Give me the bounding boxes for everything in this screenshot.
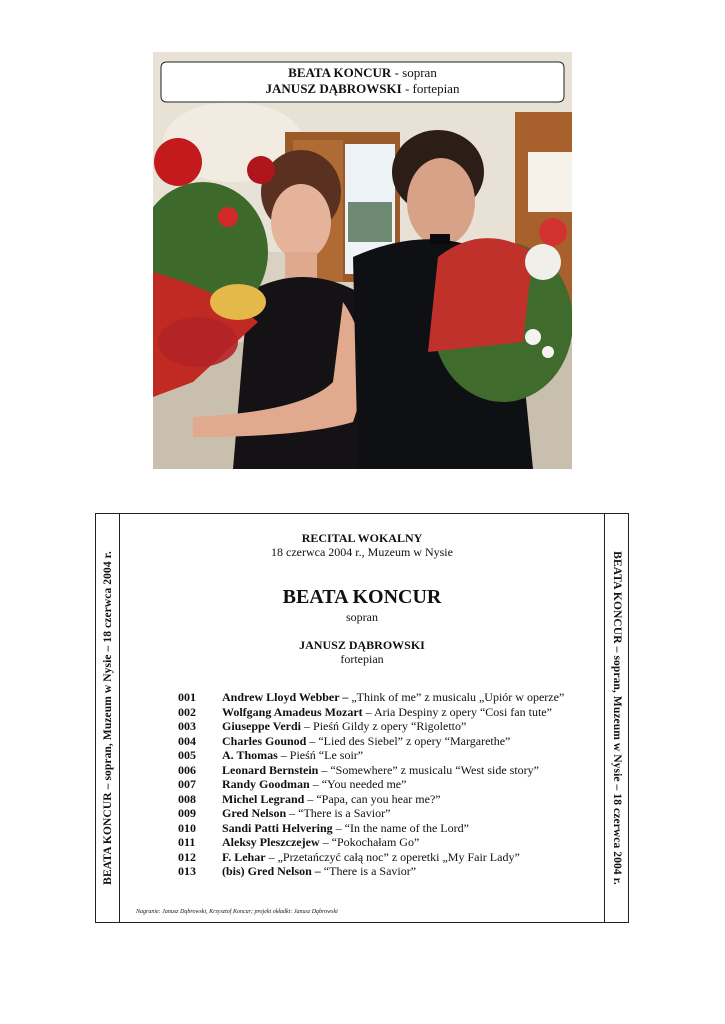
recital-date-place: 18 czerwca 2004 r., Muzeum w Nysie — [271, 545, 453, 559]
track-title: „Think of me” z musicalu „Upiór w operze” — [348, 690, 565, 704]
track-title: – “Pokochałam Go” — [319, 835, 420, 849]
track-composer: Randy Goodman — [222, 777, 310, 791]
track-number: 004 — [178, 733, 196, 748]
track-title: – Pieśń Gildy z opery “Rigoletto” — [301, 719, 467, 733]
track-number: 011 — [178, 835, 196, 849]
cover-photo — [153, 52, 572, 469]
artist-name: BEATA KONCUR — [282, 586, 442, 608]
track-title: – „Przetańczyć całą noc” z operetki „My Fair Lady” — [265, 849, 520, 864]
track-row — [178, 850, 598, 865]
pianist-role: - fortepian — [404, 81, 460, 96]
cover-photo-illustration — [153, 52, 572, 469]
cover-caption-line-1 — [163, 65, 562, 81]
track-composer: F. Lehar — [222, 849, 266, 864]
track-description — [222, 777, 406, 792]
track-number: 005 — [178, 748, 196, 762]
track-row — [178, 864, 598, 879]
track-title: – Aria Despiny z opery “Cosi fan tute” — [362, 704, 552, 719]
track-description — [222, 734, 510, 749]
artist-role: sopran — [346, 610, 378, 624]
track-number: 002 — [178, 704, 196, 719]
track-composer: A. Thomas — [222, 748, 278, 762]
track-composer: Andrew Lloyd Webber – — [222, 690, 349, 704]
track-description — [222, 705, 552, 720]
track-row — [178, 806, 598, 821]
track-description — [222, 763, 539, 778]
track-row — [178, 705, 598, 720]
track-row — [178, 763, 598, 778]
track-number: 009 — [178, 806, 196, 820]
track-row — [178, 792, 598, 807]
soprano-name: BEATA KONCUR — [288, 65, 392, 80]
track-title: – “In the name of the Lord” — [332, 820, 469, 835]
track-composer: Giuseppe Verdi — [222, 719, 302, 733]
back-inlay — [95, 513, 629, 923]
cover-caption-line-2 — [163, 81, 562, 97]
track-description — [222, 690, 564, 705]
inlay-center-panel — [120, 514, 604, 922]
track-composer: Aleksy Pleszczejew — [222, 835, 320, 849]
track-composer: Gred Nelson — [222, 806, 287, 820]
track-row — [178, 734, 598, 749]
left-spine-text: BEATA KONCUR – sopran, Muzeum w Nysie – 18 czerwca 2004 r. — [101, 551, 114, 885]
track-title: – Pieśń “Le soir” — [277, 748, 364, 762]
track-list — [178, 690, 598, 879]
track-number: 013 — [178, 864, 196, 878]
track-title: “There is a Savior” — [320, 864, 417, 878]
track-description — [222, 850, 520, 865]
track-row — [178, 719, 598, 734]
track-number: 010 — [178, 820, 196, 835]
track-title: – “You needed me” — [309, 777, 407, 791]
cover-caption — [163, 62, 562, 100]
track-row — [178, 690, 598, 705]
track-number: 006 — [178, 762, 196, 777]
track-row — [178, 821, 598, 836]
track-description — [222, 806, 390, 821]
accompanist-name: JANUSZ DĄBROWSKI — [299, 638, 425, 652]
accompanist-role: fortepian — [340, 652, 384, 666]
track-description — [222, 864, 416, 879]
track-composer: Leonard Bernstein — [222, 762, 319, 777]
track-row — [178, 748, 598, 763]
track-description — [222, 719, 466, 734]
track-number: 012 — [178, 849, 196, 864]
track-number: 007 — [178, 777, 196, 791]
track-composer: (bis) Gred Nelson – — [222, 864, 321, 878]
track-number: 003 — [178, 719, 196, 733]
track-description — [222, 835, 419, 850]
track-row — [178, 835, 598, 850]
recital-heading: RECITAL WOKALNY — [301, 531, 423, 545]
track-title: – “Papa, can you hear me?” — [304, 791, 441, 806]
track-title: – “Somewhere” z musicalu “West side story” — [318, 762, 539, 777]
track-description — [222, 821, 469, 836]
track-title: – “There is a Savior” — [286, 806, 391, 820]
track-description — [222, 748, 363, 763]
track-number: 008 — [178, 791, 196, 806]
track-description — [222, 792, 441, 807]
track-title: – “Lied des Siebel” z opery “Margarethe” — [306, 733, 511, 748]
track-composer: Wolfgang Amadeus Mozart — [222, 704, 363, 719]
track-row — [178, 777, 598, 792]
track-composer: Charles Gounod — [222, 733, 307, 748]
track-number: 001 — [178, 690, 196, 704]
track-composer: Michel Legrand — [222, 791, 305, 806]
track-composer: Sandi Patti Helvering — [222, 820, 333, 835]
credits-line: Nagranie: Janusz Dąbrowski, Krzysztof Koncur; projekt okładki: Janusz Dąbrowski — [136, 909, 338, 915]
right-spine-text: BEATA KONCUR – sopran, Muzeum w Nysie – 18 czerwca 2004 r. — [610, 551, 623, 885]
pianist-name: JANUSZ DĄBROWSKI — [265, 81, 402, 96]
right-spine — [604, 514, 628, 922]
soprano-role: - sopran — [394, 65, 437, 80]
left-spine — [96, 514, 120, 922]
